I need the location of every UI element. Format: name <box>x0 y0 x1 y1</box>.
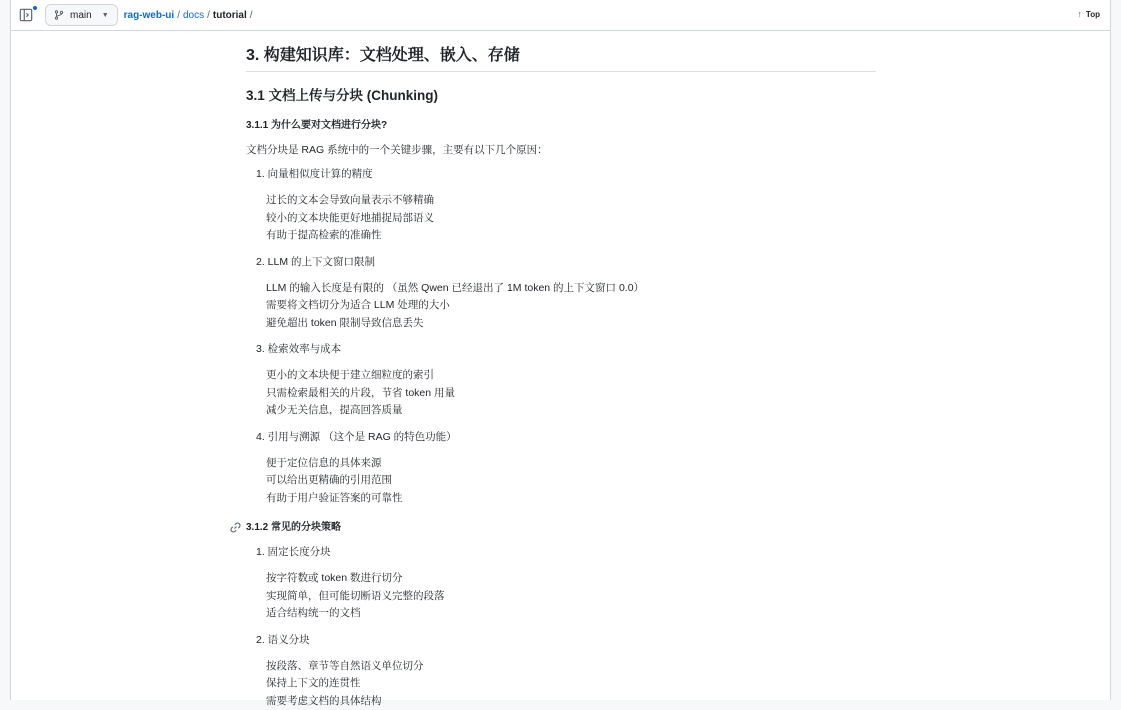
top-button[interactable] <box>1077 9 1100 19</box>
list-item <box>256 342 876 420</box>
strategies-list <box>246 545 876 710</box>
branch-select-button[interactable] <box>45 4 118 26</box>
bullet-item: LLM 的输入长度是有限的 （虽然 Qwen 已经退出了 1M token 的上下文窗口 0.0） <box>266 280 876 298</box>
bullet-list <box>256 455 876 508</box>
chevron-down-icon: ▼ <box>102 12 109 19</box>
bullet-item: 减少无关信息，提高回答质量 <box>266 402 876 420</box>
list-item <box>256 633 876 710</box>
breadcrumb-repo-link[interactable]: rag-web-ui <box>124 10 175 21</box>
reasons-list <box>246 167 876 507</box>
bullet-item: 按段落、章节等自然语义单位切分 <box>266 658 876 676</box>
list-item-title: 1. 固定长度分块 <box>256 545 876 559</box>
breadcrumb-docs-link[interactable]: docs <box>183 10 204 21</box>
intro-paragraph: 文档分块是 RAG 系统中的一个关键步骤，主要有以下几个原因： <box>246 143 876 157</box>
bullet-item: 可以给出更精确的引用范围 <box>266 472 876 490</box>
bullet-item: 有助于用户验证答案的可靠性 <box>266 490 876 508</box>
link-icon[interactable] <box>230 522 241 538</box>
bullet-list <box>256 367 876 420</box>
subsubsection-heading-text: 3.1.2 常见的分块策略 <box>246 522 341 533</box>
bullet-item: 较小的文本块能更好地捕捉局部语义 <box>266 210 876 228</box>
list-item-title: 4. 引用与溯源 （这个是 RAG 的特色功能） <box>256 430 876 444</box>
breadcrumb-separator: / <box>250 10 253 21</box>
notification-dot <box>32 5 38 11</box>
bullet-item: 需要考虑文档的具体结构 <box>266 693 876 710</box>
subsubsection-heading <box>246 521 876 535</box>
list-item <box>256 430 876 508</box>
bullet-item: 适合结构统一的文档 <box>266 605 876 623</box>
bullet-item: 避免超出 token 限制导致信息丢失 <box>266 315 876 333</box>
bullet-list <box>256 280 876 333</box>
list-item <box>256 255 876 333</box>
sidebar-toggle-icon[interactable] <box>19 8 35 24</box>
markdown-body <box>246 45 876 710</box>
bullet-item: 过长的文本会导致向量表示不够精确 <box>266 192 876 210</box>
list-item-title: 1. 向量相似度计算的精度 <box>256 167 876 181</box>
list-item <box>256 167 876 245</box>
breadcrumb-current: tutorial <box>213 10 247 21</box>
breadcrumb <box>124 10 256 21</box>
breadcrumb-separator: / <box>207 10 210 21</box>
bullet-item: 需要将文档切分为适合 LLM 处理的大小 <box>266 297 876 315</box>
bullet-item: 便于定位信息的具体来源 <box>266 455 876 473</box>
bullet-item: 实现简单，但可能切断语义完整的段落 <box>266 588 876 606</box>
breadcrumb-separator: / <box>177 10 180 21</box>
bullet-item: 有助于提高检索的准确性 <box>266 227 876 245</box>
list-item <box>256 545 876 623</box>
file-header <box>11 0 1110 31</box>
branch-name: main <box>70 10 92 21</box>
bullet-item: 按字符数或 token 数进行切分 <box>266 570 876 588</box>
list-item-title: 2. 语义分块 <box>256 633 876 647</box>
page-frame <box>10 0 1111 700</box>
git-branch-icon <box>54 10 64 20</box>
bullet-list <box>256 570 876 623</box>
bullet-item: 更小的文本块便于建立细粒度的索引 <box>266 367 876 385</box>
bullet-list <box>256 658 876 710</box>
subsection-heading: 3.1 文档上传与分块 (Chunking) <box>246 87 876 105</box>
list-item-title: 3. 检索效率与成本 <box>256 342 876 356</box>
list-item-title: 2. LLM 的上下文窗口限制 <box>256 255 876 269</box>
bullet-item: 保持上下文的连贯性 <box>266 675 876 693</box>
subsubsection-heading: 3.1.1 为什么要对文档进行分块? <box>246 119 876 133</box>
bullet-list <box>256 192 876 245</box>
bullet-item: 只需检索最相关的片段，节省 token 用量 <box>266 385 876 403</box>
section-heading: 3. 构建知识库：文档处理、嵌入、存储 <box>246 45 876 72</box>
arrow-up-icon: ↑ <box>1077 9 1082 19</box>
top-button-label: Top <box>1086 10 1100 19</box>
